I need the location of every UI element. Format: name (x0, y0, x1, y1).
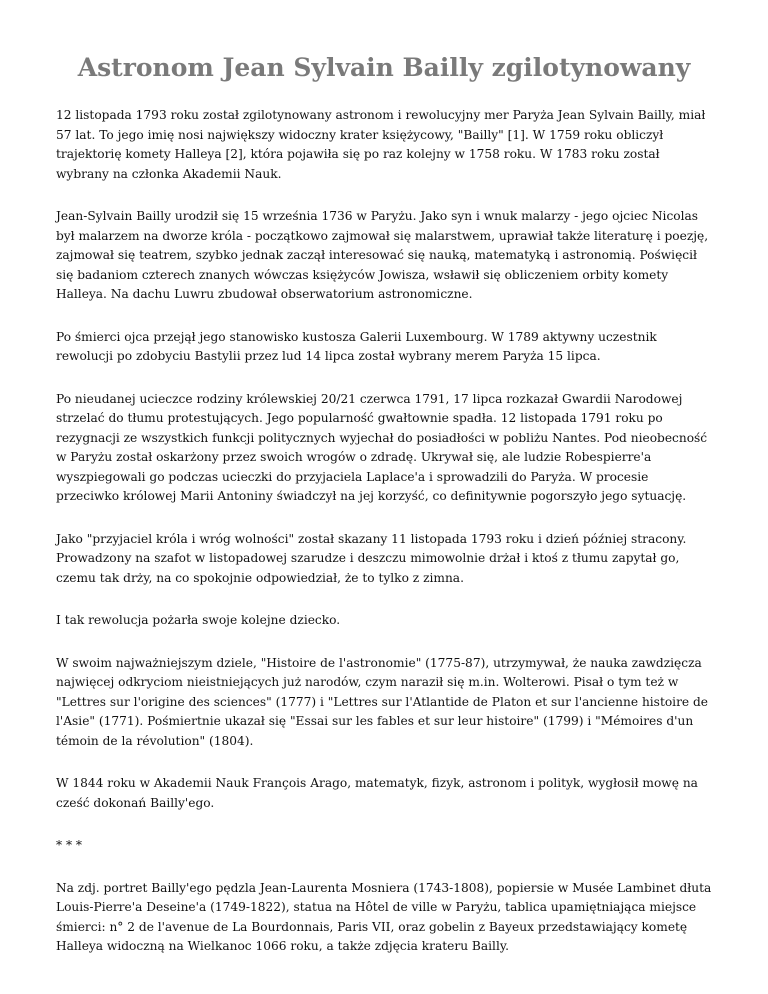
paragraph: Po śmierci ojca przejął jego stanowisko kustosza Galerii Luxembourg. W 1789 aktywny uczestnik rewolucji po zdobyciu Bastylii przez lud 14 lipca został wybrany merem Paryża 15 lipca. (56, 329, 657, 363)
paragraph: Na zdj. portret Bailly'ego pędzla Jean-Laurenta Mosniera (1743-1808), popiersie w Musée Lambinet dłuta Louis-Pierre'a Deseine'a (1749-1822), statua na Hôtel de ville w Paryżu, tablica upamiętniająca miejsce śmierci: n° 2 de l'avenue de La Bourdonnais, Paris VII, oraz gobelin z Bayeux przedstawiający kometę Halleya widoczną na Wielkanoc 1066 roku, a także zdjęcia krateru Bailly. (56, 880, 712, 953)
paragraph: I tak rewolucja pożarła swoje kolejne dziecko. (56, 613, 341, 627)
section-separator: * * * (56, 838, 83, 852)
paragraph: W swoim najważniejszym dziele, "Histoire de l'astronomie" (1775-87), utrzymywał, że nauka zawdzięcza najwięcej odkryciom nieistniejących już narodów, czym naraził się m.in. Wolterowi. Pisał o tym też w "Lettres sur l'origine des sciences" (1777) i "Lettres sur l'Atlantide de Platon et sur l'ancienne histoire de l'Asie" (1771). Pośmiertnie ukazał się "Essai sur les fables et sur leur histoire" (1799) i "Mémoires d'un témoin de la révolution" (1804). (56, 655, 709, 748)
article (56, 52, 712, 980)
paragraph: Jean-Sylvain Bailly urodził się 15 września 1736 w Paryżu. Jako syn i wnuk malarzy - jego ojciec Nicolas był malarzem na dworze króla - początkowo zajmował się malarstwem, uprawiał także literaturę i poezję, zajmował się teatrem, szybko jednak zaczął interesować się nauką, matematyką i astronomią. Poświęcił się badaniom czterech znanych wówczas księżyców Jowisza, wsławił się obliczeniem orbity komety Halleya. Na dachu Luwru zbudował obserwatorium astronomiczne. (56, 209, 709, 301)
paragraph: W 1844 roku w Akademii Nauk François Arago, matematyk, fizyk, astronom i polityk, wygłosił mowę na cześć dokonań Bailly'ego. (56, 776, 698, 810)
paragraph: Jako "przyjaciel króla i wróg wolności" został skazany 11 listopada 1793 roku i dzień później stracony. Prowadzony na szafot w listopadowej szarudze i deszczu mimowolnie drżał i ktoś z tłumu zapytał go, czemu tak drży, na co spokojnie odpowiedział, że to tylko z zimna. (56, 531, 687, 585)
article-title: Astronom Jean Sylvain Bailly zgilotynowany (77, 53, 691, 82)
paragraph: Po nieudanej ucieczce rodziny królewskiej 20/21 czerwca 1791, 17 lipca rozkazał Gwardii Narodowej strzelać do tłumu protestujących. Jego popularność gwałtownie spadła. 12 listopada 1791 roku po rezygnacji ze wszystkich funkcji politycznych wyjechał do posiadłości w pobliżu Nantes. Pod nieobecność w Paryżu został oskarżony przez swoich wrogów o zdradę. Ukrywał się, ale ludzie Robespierre'a wyszpiegowali go podczas ucieczki do przyjaciela Laplace'a i sprowadzili do Paryża. W procesie przeciwko królowej Marii Antoniny świadczył na jej korzyść, co definitywnie pogorszyło jego sytuację. (56, 391, 708, 503)
paragraph: 12 listopada 1793 roku został zgilotynowany astronom i rewolucyjny mer Paryża Jean Sylvain Bailly, miał 57 lat. To jego imię nosi największy widoczny krater księżycowy, "Bailly" [1]. W 1759 roku obliczył trajektorię komety Halleya [2], która pojawiła się po raz kolejny w 1758 roku. W 1783 roku został wybrany na członka Akademii Nauk. (56, 108, 706, 181)
